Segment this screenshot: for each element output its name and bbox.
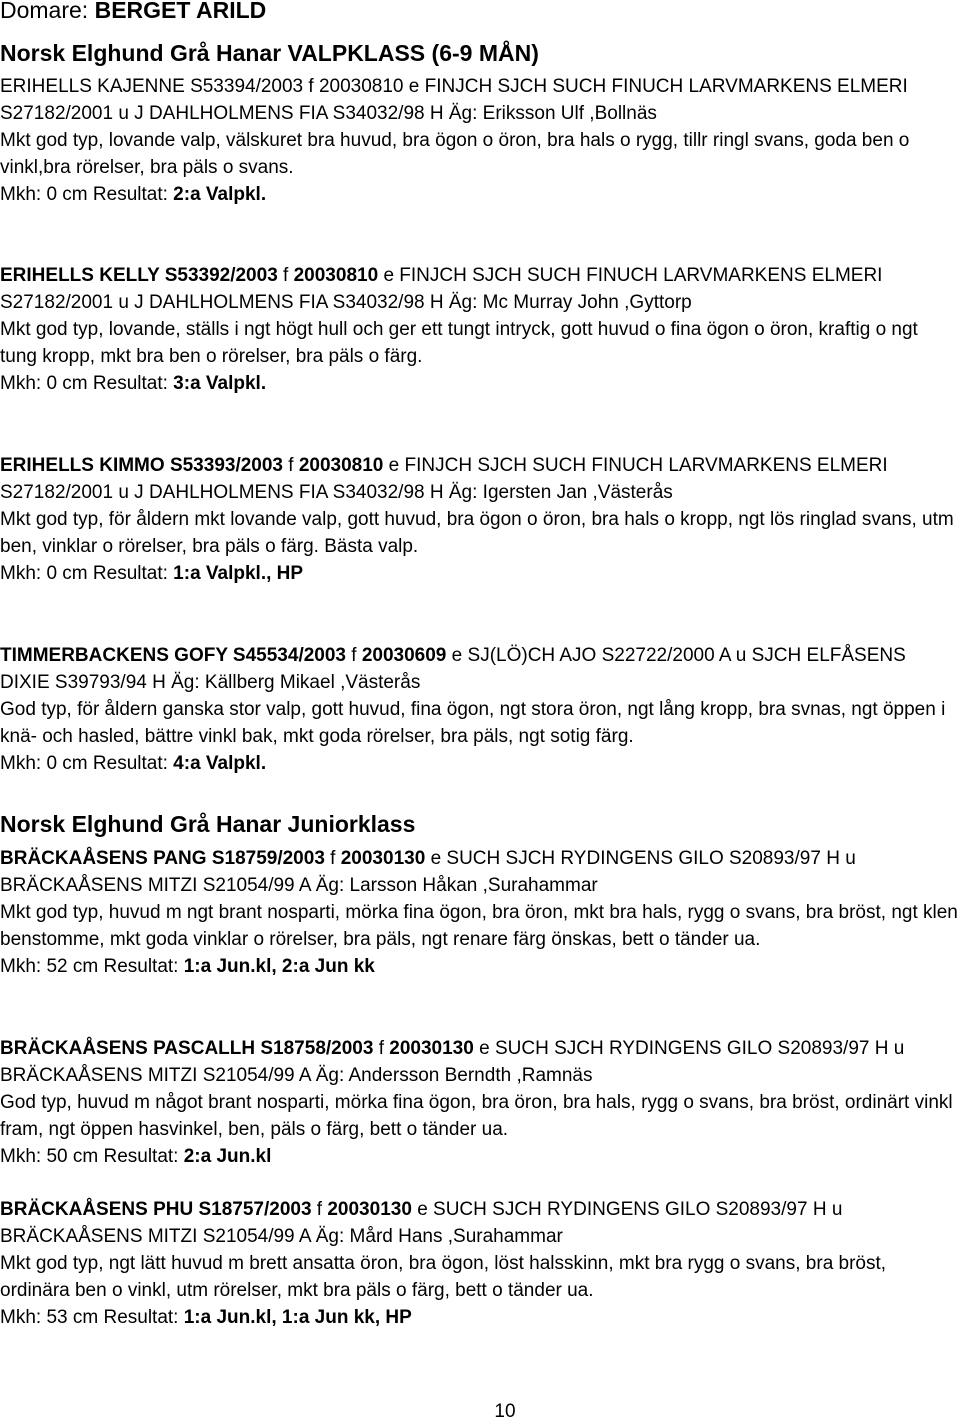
dog-name: ERIHELLS KELLY S53392/2003 <box>0 265 278 286</box>
entry-erihells-kelly <box>0 262 958 397</box>
dog-name: ERIHELLS KAJENNE S53394/2003 <box>0 76 304 97</box>
entry-header <box>0 1196 958 1250</box>
dog-dob: 20030609 <box>361 645 447 666</box>
dog-name: BRÄCKAÅSENS PHU S18757/2003 <box>0 1199 312 1220</box>
entry-erihells-kajenne <box>0 73 958 208</box>
dog-name: BRÄCKAÅSENS PASCALLH S18758/2003 <box>0 1038 374 1059</box>
judge-label: Domare: <box>0 0 89 23</box>
dog-dob: 20030810 <box>298 455 384 476</box>
entry-header <box>0 642 958 696</box>
page-number: 10 <box>494 1401 516 1422</box>
dog-result-line <box>0 750 958 777</box>
dog-result-line <box>0 1143 958 1170</box>
mkh-label: Mkh: 0 cm Resultat: <box>0 184 168 205</box>
mkh-label: Mkh: 50 cm Resultat: <box>0 1146 179 1167</box>
dog-sex: f <box>378 1038 384 1059</box>
result-value: 2:a Valpkl. <box>173 184 267 205</box>
judge-name: BERGET ARILD <box>94 0 267 23</box>
dog-dob: 20030130 <box>340 848 426 869</box>
mkh-label: Mkh: 53 cm Resultat: <box>0 1307 179 1328</box>
entry-header <box>0 1035 958 1089</box>
dog-result-line <box>0 1304 958 1331</box>
dog-sex: f <box>351 645 357 666</box>
mkh-label: Mkh: 0 cm Resultat: <box>0 753 168 774</box>
result-value: 1:a Jun.kl, 2:a Jun kk <box>183 956 375 977</box>
dog-sex: f <box>330 848 336 869</box>
result-value: 1:a Jun.kl, 1:a Jun kk, HP <box>183 1307 412 1328</box>
entry-header <box>0 845 958 899</box>
dog-critique: Mkt god typ, ngt lätt huvud m brett ansatta öron, bra ögon, löst halsskinn, mkt bra rygg o svans, bra bröst, ordinära ben o vinkl, utm rörelser, mkt bra päls o färg, bett o tänder ua. <box>0 1253 887 1301</box>
dog-dob: 20030130 <box>327 1199 412 1220</box>
dog-result-line <box>0 560 958 587</box>
dog-pedigree: e SUCH SJCH RYDINGENS GILO S20893/97 H u BRÄCKAÅSENS MITZI S21054/99 A Äg: Andersson Berndth ,Ramnäs <box>0 1038 905 1086</box>
dog-sex: f <box>288 455 294 476</box>
dog-dob: 20030130 <box>389 1038 474 1059</box>
entry-header <box>0 262 958 316</box>
dog-pedigree: e SUCH SJCH RYDINGENS GILO S20893/97 H u BRÄCKAÅSENS MITZI S21054/99 A Äg: Mård Hans ,Surahammar <box>0 1199 843 1247</box>
dog-pedigree: e SUCH SJCH RYDINGENS GILO S20893/97 H u BRÄCKAÅSENS MITZI S21054/99 A Äg: Larsson Håkan ,Surahammar <box>0 848 856 896</box>
result-value: 1:a Valpkl., HP <box>173 563 304 584</box>
section-heading-valpklass: Norsk Elghund Grå Hanar VALPKLASS (6-9 MÅN) <box>0 40 539 66</box>
entry-brackaasens-pascallh <box>0 1035 958 1170</box>
dog-critique: Mkt god typ, huvud m ngt brant nosparti, mörka fina ögon, bra öron, mkt bra hals, rygg o svans, bra bröst, ngt klen benstomme, mkt goda vinklar o rörelser, bra päls, ngt renare färg önskas, bett o tänder ua. <box>0 902 958 950</box>
entry-header <box>0 452 958 506</box>
section-heading-juniorklass: Norsk Elghund Grå Hanar Juniorklass <box>0 811 416 837</box>
result-value: 4:a Valpkl. <box>173 753 267 774</box>
dog-name: TIMMERBACKENS GOFY S45534/2003 <box>0 645 346 666</box>
dog-critique: God typ, huvud m något brant nosparti, mörka fina ögon, bra öron, bra hals, rygg o svans, bra bröst, ordinärt vinkl fram, ngt öppen hasvinkel, ben, päls o färg, bett o tänder ua. <box>0 1092 953 1140</box>
dog-sex: f <box>316 1199 323 1220</box>
dog-pedigree: e FINJCH SJCH SUCH FINUCH LARVMARKENS ELMERI S27182/2001 u J DAHLHOLMENS FIA S34032/98 H Äg: Mc Murray John ,Gyttorp <box>0 265 883 313</box>
dog-result-line <box>0 181 958 208</box>
entry-header <box>0 73 958 127</box>
dog-critique: God typ, för åldern ganska stor valp, gott huvud, fina ögon, ngt stora öron, ngt lång kropp, bra svnas, ngt öppen i knä- och hasled, bättre vinkl bak, mkt goda rörelser, bra päls, ngt sotig färg. <box>0 699 946 747</box>
result-value: 2:a Jun.kl <box>183 1146 272 1167</box>
dog-dob: 20030810 <box>293 265 379 286</box>
dog-dob: 20030810 <box>318 76 404 97</box>
dog-result-line <box>0 953 958 980</box>
dog-critique: Mkt god typ, för åldern mkt lovande valp, gott huvud, bra ögon o öron, bra hals o kropp, ngt lös ringlad svans, utm ben, vinklar o rörelser, bra päls o färg. Bästa valp. <box>0 509 954 557</box>
dog-pedigree: e SJ(LÖ)CH AJO S22722/2000 A u SJCH ELFÅSENS DIXIE S39793/94 H Äg: Källberg Mikael ,Västerås <box>0 645 906 693</box>
dog-name: ERIHELLS KIMMO S53393/2003 <box>0 455 283 476</box>
dog-sex: f <box>283 265 289 286</box>
dog-critique: Mkt god typ, lovande valp, välskuret bra huvud, bra ögon o öron, bra hals o rygg, tillr ringl svans, goda ben o vinkl,bra rörelser, bra päls o svans. <box>0 130 910 178</box>
dog-pedigree: e FINJCH SJCH SUCH FINUCH LARVMARKENS ELMERI S27182/2001 u J DAHLHOLMENS FIA S34032/98 H Äg: Igersten Jan ,Västerås <box>0 455 888 503</box>
entry-erihells-kimmo <box>0 452 958 587</box>
judge-line <box>0 0 266 26</box>
dog-name: BRÄCKAÅSENS PANG S18759/2003 <box>0 848 325 869</box>
dog-sex: f <box>308 76 314 97</box>
dog-pedigree: e FINJCH SJCH SUCH FINUCH LARVMARKENS ELMERI S27182/2001 u J DAHLHOLMENS FIA S34032/98 H Äg: Eriksson Ulf ,Bollnäs <box>0 76 908 124</box>
mkh-label: Mkh: 52 cm Resultat: <box>0 956 179 977</box>
dog-critique: Mkt god typ, lovande, ställs i ngt högt hull och ger ett tungt intryck, gott huvud o fina ögon o öron, kraftig o ngt tung kropp, mkt bra ben o rörelser, bra päls o färg. <box>0 319 918 367</box>
entry-timmerbackens-gofy <box>0 642 958 777</box>
mkh-label: Mkh: 0 cm Resultat: <box>0 563 168 584</box>
entry-brackaasens-phu <box>0 1196 958 1331</box>
dog-result-line <box>0 370 958 397</box>
mkh-label: Mkh: 0 cm Resultat: <box>0 373 168 394</box>
entry-brackaasens-pang <box>0 845 958 980</box>
result-value: 3:a Valpkl. <box>173 373 267 394</box>
